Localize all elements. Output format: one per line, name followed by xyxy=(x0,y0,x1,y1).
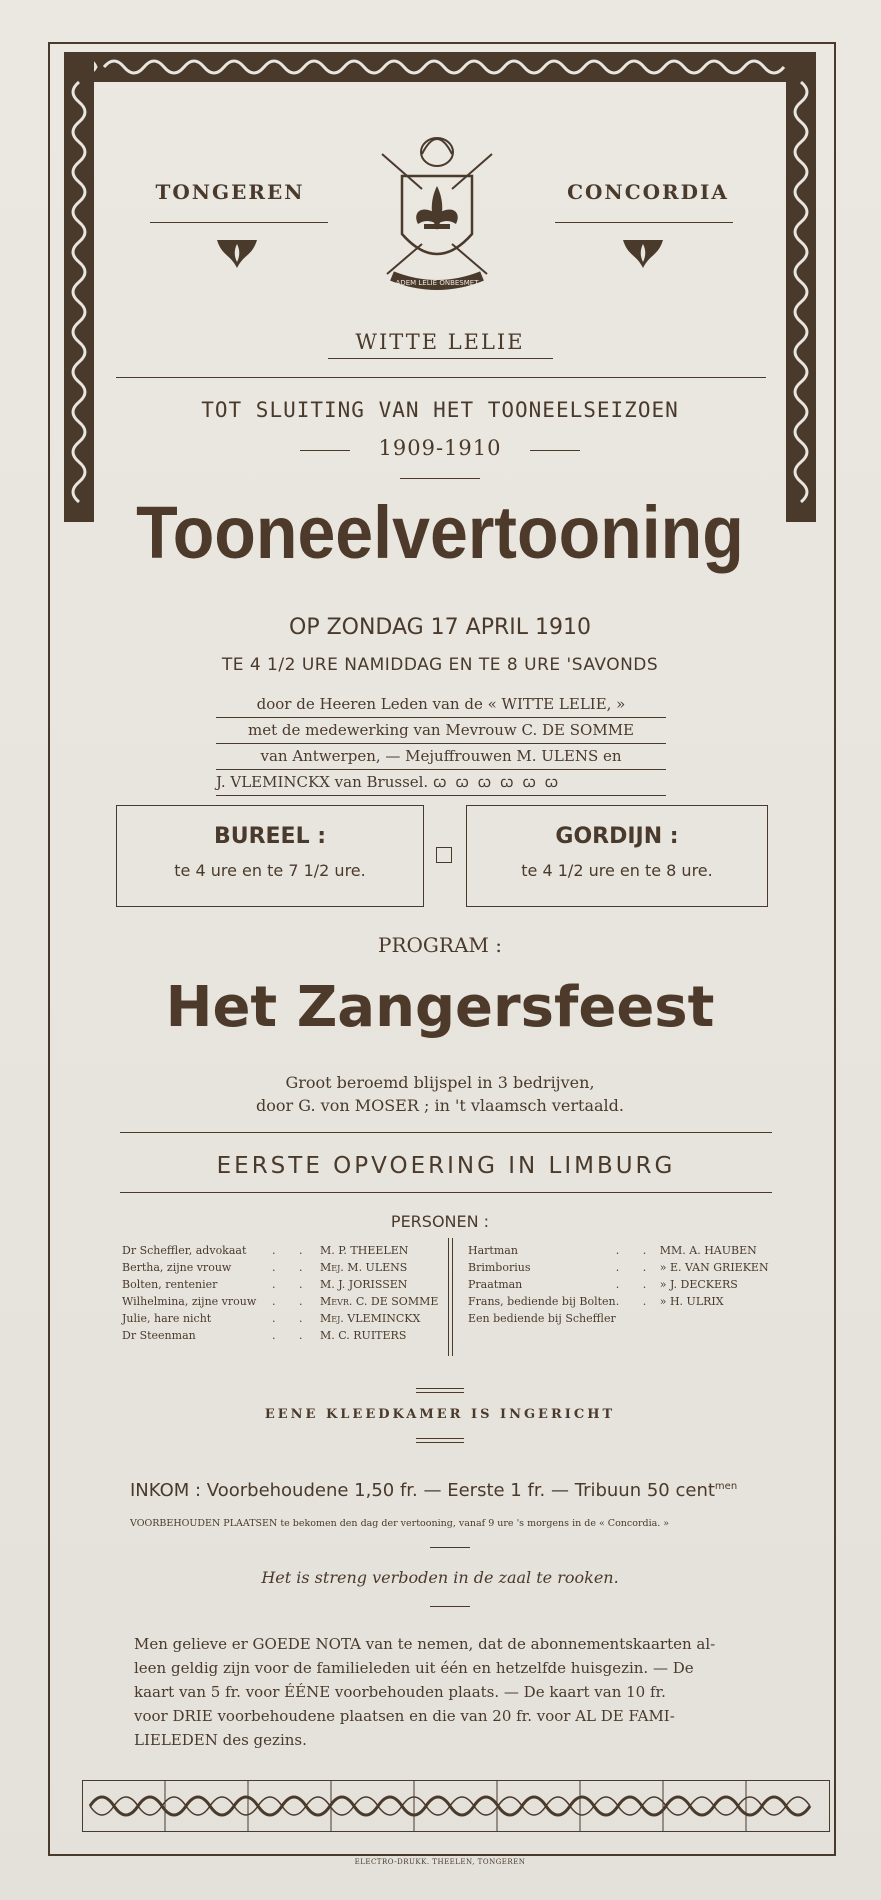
gordijn-text: te 4 1/2 ure en te 8 ure. xyxy=(521,861,713,880)
abonnement-line: Men gelieve er GOEDE NOTA van te nemen, dat de abonnementskaarten al- xyxy=(134,1635,716,1653)
printer-credit: ELECTRO-DRUKK. THEELEN, TONGEREN xyxy=(354,1858,526,1866)
credit-line: door de Heeren Leden van de « WITTE LELIE, » xyxy=(216,692,666,718)
short-rule xyxy=(430,1547,470,1548)
cast-row: Bolten, rentenier . . M. J. JORISSEN xyxy=(122,1278,408,1291)
cast-row: Hartman . . MM. A. HAUBEN xyxy=(468,1244,757,1257)
inkom-superscript: men xyxy=(714,1481,738,1492)
ornamental-top-border xyxy=(64,52,816,82)
inkom-text: INKOM : Voorbehoudene 1,50 fr. — Eerste 1 fr. — Tribuun 50 cent xyxy=(130,1480,715,1501)
venue-underline xyxy=(555,222,733,223)
cast-row: Dr Scheffler, advokaat . . M. P. THEELEN xyxy=(122,1244,409,1257)
season-closing-line: TOT SLUITING VAN HET TOONEELSEIZOEN xyxy=(201,398,679,422)
ornament-rule xyxy=(416,1388,464,1389)
event-date: OP ZONDAG 17 APRIL 1910 xyxy=(289,615,591,640)
premiere-rule-top xyxy=(120,1132,772,1133)
credit-line: met de medewerking van Mevrouw C. DE SOMME xyxy=(216,718,666,744)
ornament-rule xyxy=(416,1442,464,1443)
premiere-notice: EERSTE OPVOERING IN LIMBURG xyxy=(216,1153,676,1179)
event-title: Tooneelvertooning xyxy=(136,491,744,574)
credit-line: van Antwerpen, — Mejuffrouwen M. ULENS en xyxy=(216,744,666,770)
society-underline xyxy=(328,358,553,359)
cast-row: Frans, bediende bij Bolten . . » H. ULRIX xyxy=(468,1295,724,1308)
society-name: WITTE LELIE xyxy=(355,330,525,354)
gordijn-title: GORDIJN : xyxy=(555,824,679,849)
tulip-row-ornament: ꞷ ꞷ ꞷ ꞷ ꞷ ꞷ xyxy=(433,773,561,791)
ornamental-left-border xyxy=(64,52,94,522)
reserved-seats-notice: VOORBEHOUDEN PLAATSEN te bekomen den dag der vertooning, vanaf 9 ure 's morgens in de « Concordia. » xyxy=(130,1518,670,1529)
ornament-rule xyxy=(416,1392,464,1393)
cast-row: Bertha, zijne vrouw . . Mej. M. ULENS xyxy=(122,1261,408,1274)
cast-row: Een bediende bij Scheffler xyxy=(468,1312,616,1325)
cast-list-right xyxy=(468,1242,769,1327)
personen-label: PERSONEN : xyxy=(390,1212,490,1231)
abonnement-line: leen geldig zijn voor de familieleden uit één en hetzelfde huisgezin. — De xyxy=(134,1659,694,1677)
header-rule xyxy=(116,377,766,378)
crest-emblem-icon xyxy=(362,124,512,294)
play-title: Het Zangersfeest xyxy=(165,975,715,1040)
short-rule xyxy=(430,1606,470,1607)
ornamental-bottom-border xyxy=(82,1780,830,1832)
bureel-title: BUREEL : xyxy=(213,824,327,849)
town-name: TONGEREN xyxy=(155,180,305,204)
cast-row: Wilhelmina, zijne vrouw . . Mevr. C. DE SOMME xyxy=(122,1295,439,1308)
event-credits xyxy=(216,692,666,796)
program-label: PROGRAM : xyxy=(378,933,502,957)
premiere-rule-bottom xyxy=(120,1192,772,1193)
inkom-prices xyxy=(130,1480,780,1501)
event-times: TE 4 1/2 URE NAMIDDAG EN TE 8 URE 'SAVONDS xyxy=(221,655,659,675)
abonnement-line: voor DRIE voorbehoudene plaatsen en die van 20 fr. voor AL DE FAMI- xyxy=(134,1707,675,1725)
play-description-2: door G. von MOSER ; in 't vlaamsch vertaald. xyxy=(256,1096,624,1115)
ornament-rule xyxy=(416,1438,464,1439)
cast-divider-b xyxy=(452,1238,453,1356)
tulip-ornament-icon xyxy=(618,232,668,272)
cast-row: Dr Steenman . . M. C. RUITERS xyxy=(122,1329,407,1342)
abonnement-notice xyxy=(134,1632,774,1752)
bureel-text: te 4 ure en te 7 1/2 ure. xyxy=(174,861,366,880)
cast-divider-a xyxy=(448,1238,449,1356)
abonnement-line: LIELEDEN des gezins. xyxy=(134,1731,307,1749)
years-rule-right xyxy=(530,450,580,451)
smoking-notice: Het is streng verboden in de zaal te rooken. xyxy=(261,1568,619,1587)
gordijn-box xyxy=(466,805,768,907)
cast-row: Brimborius . . » E. VAN GRIEKEN xyxy=(468,1261,769,1274)
town-underline xyxy=(150,222,328,223)
cast-row: Praatman . . » J. DECKERS xyxy=(468,1278,738,1291)
years-underline xyxy=(400,478,480,479)
years-rule-left xyxy=(300,450,350,451)
ornamental-right-border xyxy=(786,52,816,522)
crest-motto: ADEM LELIE ONBESMET xyxy=(395,279,479,287)
bureel-box xyxy=(116,805,424,907)
venue-name: CONCORDIA xyxy=(567,180,729,204)
kleedkamer-notice: EENE KLEEDKAMER IS INGERICHT xyxy=(264,1407,616,1422)
abonnement-line: kaart van 5 fr. voor ÉÉNE voorbehouden plaats. — De kaart van 10 fr. xyxy=(134,1683,666,1701)
box-separator-square xyxy=(436,847,452,863)
tulip-ornament-icon xyxy=(212,232,262,272)
credit-line: J. VLEMINCKX van Brussel. xyxy=(216,773,429,791)
cast-row: Julie, hare nicht . . Mej. VLEMINCKX xyxy=(122,1312,421,1325)
play-description-1: Groot beroemd blijspel in 3 bedrijven, xyxy=(285,1073,595,1092)
cast-list-left xyxy=(122,1242,438,1344)
season-years: 1909-1910 xyxy=(378,436,502,460)
